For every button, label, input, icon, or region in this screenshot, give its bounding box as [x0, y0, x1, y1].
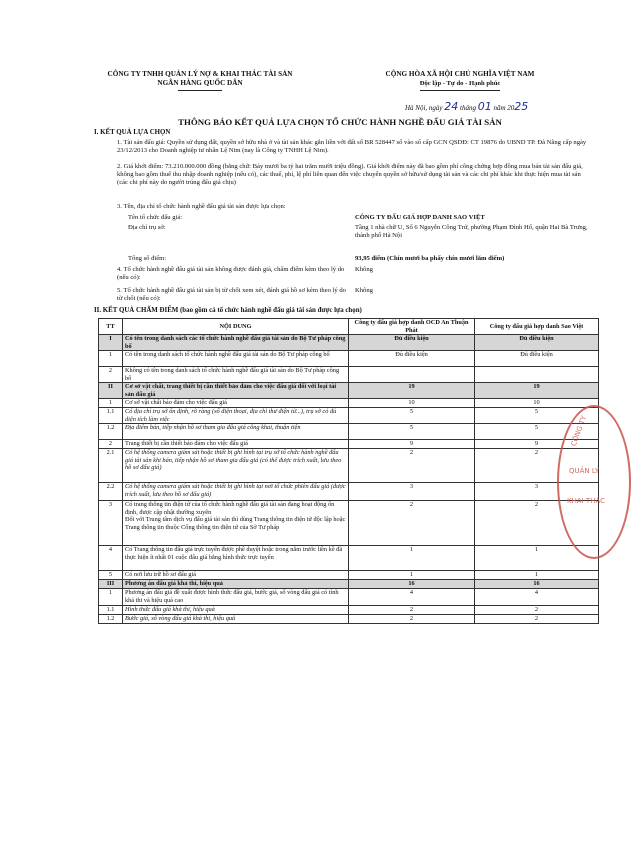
- issue-date: Hà Nội, ngày 24 tháng 01 năm 2025: [405, 100, 529, 113]
- row-score-company-b: 1: [475, 571, 599, 580]
- row-number: 3: [99, 501, 123, 546]
- item-5-value: Không: [355, 287, 373, 294]
- row-score-company-a: 3: [349, 483, 475, 501]
- motto: Độc lập - Tự do - Hạnh phúc: [419, 80, 501, 87]
- row-number: 2: [99, 367, 123, 383]
- row-score-company-a: 16: [349, 580, 475, 589]
- row-content: Có trang thông tin điện tử của tổ chức hành nghề đấu giá tài sản đang hoạt động ổn định, được cập nhật thường xuyên Đối với Trung tâm dịch vụ đấu giá tài sản thì dùng Trang thông tin điện tử độc lập hoặc Trang thông tin thuộc Cổng thông tin điện tử của Sở Tư pháp: [123, 501, 349, 546]
- row-score-company-a: 1: [349, 571, 475, 580]
- date-month: 01: [477, 100, 492, 113]
- row-content: Phương án đấu giá đề xuất được hình thức đấu giá, bước giá, số vòng đấu giá có tính khả thi và hiệu quả cao: [123, 589, 349, 606]
- row-score-company-b: 9: [475, 440, 599, 449]
- table-row: [99, 571, 599, 580]
- table-row: [99, 501, 599, 546]
- row-number: 1.2: [99, 424, 123, 440]
- row-score-company-a: 10: [349, 399, 475, 408]
- item-1-asset: 1. Tài sản đấu giá: Quyền sử dụng đất, quyền sở hữu nhà ở và tài sản khác gắn liền với đất số BR 528447 số vào sổ cấp GCN QSDĐ: CT 19876 do UBND TP. Đà Nẵng cấp ngày 23/12/2013 cho Doanh nghiệp tư nhân Lệ Nim (nay là Công ty TNHH Lệ Nim).: [117, 139, 587, 154]
- col-header-company-b: Công ty đấu giá hợp danh Sao Việt: [475, 319, 599, 335]
- row-number: 2.1: [99, 449, 123, 483]
- section-2-heading: II. KẾT QUẢ CHẤM ĐIỂM (bao gồm cả tổ chức hành nghề đấu giá tài sản được lựa chọn): [94, 307, 362, 314]
- row-score-company-a: 5: [349, 408, 475, 424]
- row-number: 1.2: [99, 615, 123, 624]
- col-header-tt: TT: [99, 319, 123, 335]
- seal-text: KHAI THÁC: [567, 497, 606, 505]
- row-score-company-a: 19: [349, 383, 475, 399]
- row-score-company-b: 19: [475, 383, 599, 399]
- row-score-company-b: 5: [475, 424, 599, 440]
- row-score-company-a: [349, 367, 475, 383]
- row-score-company-b: Đủ điều kiện: [475, 351, 599, 367]
- row-content: Có hệ thống camera giám sát hoặc thiết bị ghi hình tại trụ sở tổ chức hành nghề đấu giá tài sản khi bán, tiếp nhận hồ sơ tham gia đấu giá (có thể được trích xuất, lưu theo hồ sơ đấu giá): [123, 449, 349, 483]
- row-score-company-b: 16: [475, 580, 599, 589]
- row-content: Có tên trong danh sách các tổ chức hành nghề đấu giá tài sản do Bộ Tư pháp công bố: [123, 335, 349, 351]
- document-title: THÔNG BÁO KẾT QUẢ LỰA CHỌN TỔ CHỨC HÀNH NGHỀ ĐẤU GIÁ TÀI SẢN: [178, 117, 502, 127]
- item-4-not-evaluated: 4. Tổ chức hành nghề đấu giá tài sản không được đánh giá, chấm điểm kèm theo lý do (nếu có):: [117, 266, 345, 281]
- company-seal: [557, 405, 631, 559]
- col-header-company-a: Công ty đấu giá hợp danh OCD An Thuận Phát: [349, 319, 475, 335]
- table-body: [99, 335, 599, 624]
- header-right: [345, 70, 575, 88]
- row-score-company-b: 2: [475, 501, 599, 546]
- row-content: Có tên trong danh sách tổ chức hành nghề đấu giá tài sản do Bộ Tư pháp công bố: [123, 351, 349, 367]
- org-address-value: Tầng 1 nhà chữ U, Số 6 Nguyễn Công Trứ, phường Phạm Đình Hổ, quận Hai Bà Trưng, thành phố Hà Nội: [355, 224, 588, 239]
- header-right-underline: [420, 90, 500, 91]
- row-score-company-a: 4: [349, 589, 475, 606]
- table-row: [99, 440, 599, 449]
- row-number: II: [99, 383, 123, 399]
- seal-text: CÔNG TY: [569, 414, 589, 448]
- table-row: [99, 606, 599, 615]
- date-day: 24: [444, 100, 459, 113]
- row-score-company-a: 2: [349, 449, 475, 483]
- row-number: 1: [99, 399, 123, 408]
- row-score-company-b: 4: [475, 589, 599, 606]
- row-content: Có hệ thống camera giám sát hoặc thiết bị ghi hình tại nơi tổ chức phiên đấu giá (được trích xuất, lưu theo hồ sơ đấu giá): [123, 483, 349, 501]
- table-row: [99, 335, 599, 351]
- row-score-company-b: 10: [475, 399, 599, 408]
- row-number: 1: [99, 589, 123, 606]
- table-row: [99, 408, 599, 424]
- row-score-company-b: 2: [475, 615, 599, 624]
- row-content: Địa điểm bán, tiếp nhận hồ sơ tham gia đấu giá công khai, thuận tiện: [123, 424, 349, 440]
- row-number: 1: [99, 351, 123, 367]
- table-row: [99, 399, 599, 408]
- item-4-value: Không: [355, 266, 373, 273]
- table-row: [99, 449, 599, 483]
- row-score-company-a: Đủ điều kiện: [349, 351, 475, 367]
- section-1-heading: I. KẾT QUẢ LỰA CHỌN: [94, 129, 171, 136]
- bank-name: NGÂN HÀNG QUỐC DÂN: [157, 79, 243, 87]
- table-row: [99, 546, 599, 571]
- table-row: [99, 483, 599, 501]
- row-content: Cơ sở vật chất bảo đảm cho việc đấu giá: [123, 399, 349, 408]
- country-name: CỘNG HÒA XÃ HỘI CHỦ NGHĨA VIỆT NAM: [385, 70, 535, 78]
- row-score-company-a: 2: [349, 501, 475, 546]
- row-content: Có địa chỉ trụ sở ổn định, rõ ràng (số điện thoại, địa chỉ thư điện tử...), trụ sở có đủ diện tích làm việc: [123, 408, 349, 424]
- row-content: Hình thức đấu giá khả thi, hiệu quả: [123, 606, 349, 615]
- row-score-company-a: 2: [349, 606, 475, 615]
- row-score-company-b: [475, 367, 599, 383]
- header-left-underline: [178, 90, 222, 91]
- row-score-company-a: 9: [349, 440, 475, 449]
- seal-text: QUẢN LÝ: [569, 467, 600, 475]
- row-content: Bước giá, số vòng đấu giá khả thi, hiệu quả: [123, 615, 349, 624]
- row-content: Có nơi lưu trữ hồ sơ đấu giá: [123, 571, 349, 580]
- row-number: 2.2: [99, 483, 123, 501]
- date-year: 25: [514, 100, 529, 113]
- row-score-company-b: 2: [475, 449, 599, 483]
- row-content: Không có tên trong danh sách tổ chức hành nghề đấu giá tài sản do Bộ Tư pháp công bố: [123, 367, 349, 383]
- total-score-label: Tổng số điểm:: [128, 255, 167, 262]
- table-row: [99, 367, 599, 383]
- row-number: 4: [99, 546, 123, 571]
- org-name-value: CÔNG TY ĐẤU GIÁ HỢP DANH SAO VIỆT: [355, 214, 485, 221]
- row-content: Cơ sở vật chất, trang thiết bị cần thiết bảo đảm cho việc đấu giá đối với loại tài sản đấu giá: [123, 383, 349, 399]
- row-content: Trang thiết bị cần thiết bảo đảm cho việc đấu giá: [123, 440, 349, 449]
- row-content: Có Trang thông tin đấu giá trực tuyến được phê duyệt hoặc trong năm trước liền kề đã thực hiện ít nhất 01 cuộc đấu giá bằng hình thức trực tuyến: [123, 546, 349, 571]
- org-address-label: Địa chỉ trụ sở:: [128, 224, 166, 231]
- table-row: [99, 580, 599, 589]
- table-row: [99, 589, 599, 606]
- header-left: [100, 70, 300, 88]
- row-content: Phương án đấu giá khả thi, hiệu quả: [123, 580, 349, 589]
- row-number: 1.1: [99, 408, 123, 424]
- row-score-company-b: 3: [475, 483, 599, 501]
- table-row: [99, 351, 599, 367]
- row-score-company-a: 1: [349, 546, 475, 571]
- item-2-starting-price: 2. Giá khởi điểm: 73.210.000.000 đồng (bằng chữ: Bảy mươi ba tỷ hai trăm mười triệu đồng). Giá khởi điểm này đã bao gồm phí công chứng hợp đồng mua bán tài sản đấu giá, không bao gồm thuế thu nhập doanh nghiệp (nếu có), các thuế, phí, lệ phí liên quan đến việc chuyển quyền sở hữu/sử dụng tài sản và các chi phí khác khi thực hiện mua tài sản (các chi phí này do người trúng đấu giá chịu): [117, 163, 583, 186]
- row-score-company-a: 2: [349, 615, 475, 624]
- row-score-company-b: 2: [475, 606, 599, 615]
- item-3-selected-org: 3. Tên, địa chỉ tổ chức hành nghề đấu giá tài sản được lựa chọn:: [117, 203, 286, 210]
- row-number: III: [99, 580, 123, 589]
- total-score-value: 93,95 điểm (Chín mươi ba phẩy chín mươi lăm điểm): [355, 255, 505, 262]
- table-row: [99, 383, 599, 399]
- row-number: 5: [99, 571, 123, 580]
- row-number: 2: [99, 440, 123, 449]
- org-name-label: Tên tổ chức đấu giá:: [128, 214, 183, 221]
- row-score-company-a: Đủ điều kiện: [349, 335, 475, 351]
- table-row: [99, 424, 599, 440]
- company-name: CÔNG TY TNHH QUẢN LÝ NỢ & KHAI THÁC TÀI SẢN: [107, 70, 293, 78]
- row-score-company-b: Đủ điều kiện: [475, 335, 599, 351]
- table-row: [99, 615, 599, 624]
- row-score-company-b: 5: [475, 408, 599, 424]
- row-score-company-b: 1: [475, 546, 599, 571]
- scoring-table: [98, 318, 599, 624]
- row-number: 1.1: [99, 606, 123, 615]
- row-score-company-a: 5: [349, 424, 475, 440]
- item-5-rejected: 5. Tổ chức hành nghề đấu giá tài sản bị từ chối xem xét, đánh giá hồ sơ kèm theo lý do từ chối (nếu có):: [117, 287, 346, 302]
- row-number: I: [99, 335, 123, 351]
- col-header-content: NỘI DUNG: [123, 319, 349, 335]
